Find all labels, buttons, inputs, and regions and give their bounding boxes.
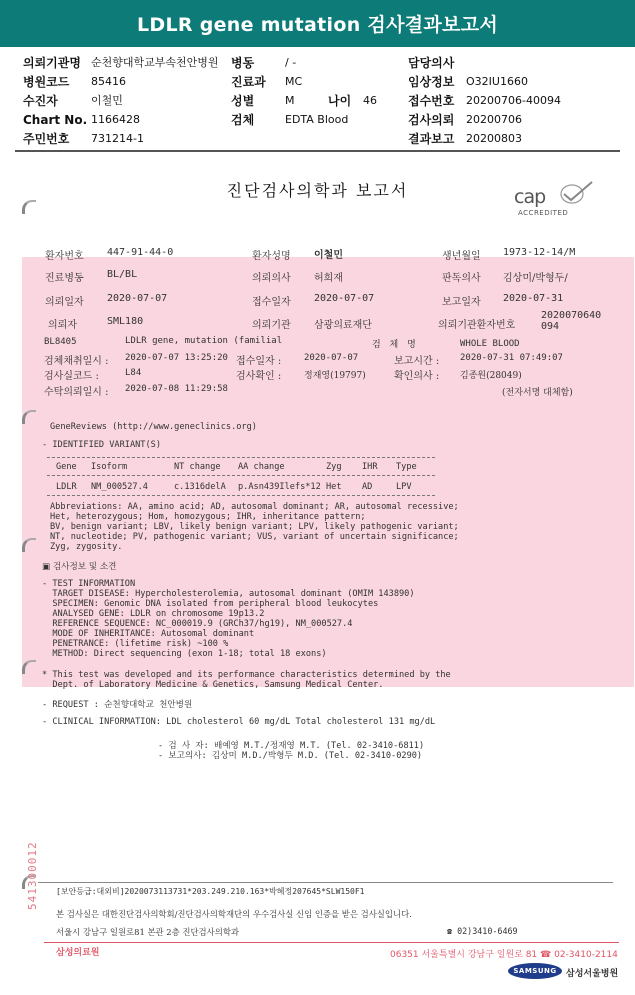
doctor-value: 허희재 <box>314 273 343 284</box>
variant-cell-type: LPV <box>396 482 412 492</box>
info-value: MC <box>285 75 303 88</box>
clinical-info-line: - CLINICAL INFORMATION: LDL cholesterol 60 mg/dL Total cholesterol 131 mg/dL <box>42 717 436 727</box>
identified-variants-heading: - IDENTIFIED VARIANT(S) <box>42 440 161 450</box>
report-banner-title: LDLR gene mutation 검사결과보고서 <box>0 0 635 47</box>
cap-accredited-logo <box>514 186 598 226</box>
staff-line: - 보고의사: 김상미 M.D./박형두 M.D. (Tel. 02-3410-0290) <box>158 751 423 761</box>
report-time-value: 2020-07-31 07:49:07 <box>460 353 563 363</box>
variant-cell-aa: p.Asn439Ilefs*12 <box>238 482 321 492</box>
info-label: 수진자 <box>23 94 58 108</box>
collect-time-value: 2020-07-07 13:25:20 <box>125 353 228 363</box>
info-label: 검사의뢰 <box>408 113 455 127</box>
info-value: 이철민 <box>91 94 123 107</box>
request-line: - REQUEST : 순천향대학교 천안병원 <box>42 700 193 710</box>
report-time-label: 보고시간 : <box>394 356 440 367</box>
confirm-label: 검사확인 : <box>236 371 282 382</box>
lab-code-value: L84 <box>125 368 142 378</box>
genereviews-link: GeneReviews (http://www.geneclinics.org) <box>50 422 257 432</box>
variant-header-isoform: Isoform <box>91 462 128 472</box>
footer-org: 삼성의료원 <box>56 948 100 958</box>
test-code: BL8405 <box>44 337 77 347</box>
patient-no-value: 447-91-44-0 <box>107 247 174 258</box>
info-label: 결과보고 <box>408 132 455 146</box>
esign-note: (전자서명 대체함) <box>502 388 573 398</box>
receive-date-value: 2020-07-07 <box>314 293 375 304</box>
report-title: 진단검사의학과 보고서 <box>226 181 409 200</box>
dob-value: 1973-12-14/M <box>503 247 576 258</box>
security-line: [보안등급:대외비]2020073113731*203.249.210.163*박혜정207645*SLW150F1 <box>56 887 365 896</box>
variant-header-nt: NT change <box>174 462 221 472</box>
report-date-label: 보고일자 <box>442 297 481 308</box>
collect-time-label: 검체채취일시 : <box>44 356 109 367</box>
test-info-line: MODE OF INHERITANCE: Autosomal dominant <box>42 629 255 639</box>
cap-check-icon <box>554 180 596 206</box>
info-value: O32IU1660 <box>466 75 528 88</box>
variant-header-type: Type <box>396 462 417 472</box>
hospital-name: 삼성서울병원 <box>566 969 619 979</box>
request-org-patient-label: 의뢰기관환자번호 <box>438 320 516 331</box>
test-info-line: METHOD: Direct sequencing (exon 1-18; total 18 exons) <box>42 649 327 659</box>
variant-header-ihr: IHR <box>362 462 378 472</box>
patient-name-label: 환자성명 <box>252 251 291 262</box>
variant-header-gene: Gene <box>56 462 77 472</box>
punch-hole <box>22 200 36 214</box>
abbreviation-line: Abbreviations: AA, amino acid; AD, autosomal dominant; AR, autosomal recessive; <box>50 502 459 512</box>
test-info-section-title: ▣ 검사정보 및 소견 <box>42 562 117 572</box>
variant-cell-isoform: NM_000527.4 <box>91 482 148 492</box>
punch-hole <box>22 660 36 674</box>
test-info-line: - TEST INFORMATION <box>42 579 136 589</box>
confirm-value: 정재영(19797) <box>304 371 366 381</box>
samsung-logo: SAMSUNG <box>508 963 562 979</box>
punch-hole <box>22 538 36 552</box>
specimen-label: 검 체 명 <box>372 340 419 350</box>
patient-name-value: 이철민 <box>314 250 343 261</box>
info-label: 담당의사 <box>408 56 455 70</box>
info-label: 접수번호 <box>408 94 455 108</box>
variant-cell-ihr: AD <box>362 482 373 492</box>
staff-line: - 검 사 자: 배예영 M.T./정재영 M.T. (Tel. 02-3410-6811) <box>158 741 425 751</box>
dev-note-line: Dept. of Laboratory Medicine & Genetics, Samsung Medical Center. <box>42 680 384 690</box>
request-date-label: 의뢰일자 <box>45 297 84 308</box>
punch-hole <box>22 410 36 424</box>
receive2-value: 2020-07-07 <box>304 353 359 363</box>
info-value: 20200706 <box>466 113 522 126</box>
receive-date-label: 접수일자 <box>252 297 291 308</box>
footer-address: 06351 서울특별시 강남구 일원로 81 ☎ 02-3410-2114 <box>390 950 618 960</box>
test-info-line: ANALYSED GENE: LDLR on chromosome 19p13.2 <box>42 609 265 619</box>
abbreviation-line: NT, nucleotide; PV, pathogenic variant; VUS, variant of uncertain significance; <box>50 532 459 542</box>
test-info-line: SPECIMEN: Genomic DNA isolated from peripheral blood leukocytes <box>42 599 379 609</box>
info-row <box>23 73 618 91</box>
abbreviation-line: BV, benign variant; LBV, likely benign variant; LPV, likely pathogenic variant; <box>50 522 459 532</box>
ward-value: BL/BL <box>107 269 138 280</box>
lab-code-label: 검사실코드 : <box>44 371 99 382</box>
lab-address-line: 서울시 강남구 일원로81 본관 2층 진단검사의학과 <box>56 927 240 937</box>
variant-header-aa: AA change <box>238 462 285 472</box>
info-value: 46 <box>363 94 377 107</box>
variant-cell-zyg: Het <box>326 482 342 492</box>
test-info-line: REFERENCE SEQUENCE: NC_000019.9 (GRCh37/hg19), NM_000527.4 <box>42 619 353 629</box>
info-row <box>23 54 618 72</box>
confirm-doctor-value: 김종원(28049) <box>460 371 522 381</box>
info-value: 20200706-40094 <box>466 94 561 107</box>
reader-value: 김상미/박형두/ <box>503 273 568 284</box>
info-value: EDTA Blood <box>285 113 349 126</box>
vertical-serial-number: 541300012 <box>26 841 39 910</box>
info-label: 진료과 <box>231 75 266 89</box>
test-info-line: PENETRANCE: (lifetime risk) ~100 % <box>42 639 229 649</box>
table-divider <box>47 495 435 496</box>
info-label: 성별 <box>231 94 255 108</box>
cap-accredited-text: ACCREDITED <box>518 209 569 217</box>
patient-no-label: 환자번호 <box>45 251 84 262</box>
ward-label: 진료병동 <box>45 273 84 284</box>
request-org-patient-value: 2020070640094 <box>541 310 602 332</box>
info-label: 병동 <box>231 56 255 70</box>
variant-cell-nt: c.1316delA <box>174 482 226 492</box>
info-label: Chart No. <box>23 113 88 127</box>
info-value: 1166428 <box>91 113 140 126</box>
requester-label: 의뢰자 <box>48 320 77 331</box>
info-row <box>23 92 618 110</box>
dob-label: 생년월일 <box>442 251 481 262</box>
confirm-doctor-label: 확인의사 : <box>394 371 440 382</box>
abbreviation-line: Zyg, zygosity. <box>50 542 123 552</box>
info-label: 주민번호 <box>23 132 70 146</box>
doctor-label: 의뢰의사 <box>252 273 291 284</box>
footer-divider <box>38 882 613 883</box>
dev-note-line: * This test was developed and its performance characteristics determined by the <box>42 670 451 680</box>
info-label: 검체 <box>231 113 255 127</box>
request-date-value: 2020-07-07 <box>107 293 168 304</box>
info-label: 병원코드 <box>23 75 70 89</box>
request-org-value: 삼광의료재단 <box>314 320 372 331</box>
info-value: 85416 <box>91 75 126 88</box>
requester-value: SML180 <box>107 316 144 327</box>
info-label: 의뢰기관명 <box>23 56 81 70</box>
info-label: 임상정보 <box>408 75 455 89</box>
request-info-panel <box>15 52 620 152</box>
info-value: M <box>285 94 295 107</box>
reader-label: 판독의사 <box>442 273 481 284</box>
receive2-label: 접수일자 : <box>236 356 282 367</box>
test-info-line: TARGET DISEASE: Hypercholesterolemia, autosomal dominant (OMIM 143890) <box>42 589 415 599</box>
certification-line: 본 검사실은 대한진단검사의학회/진단검사의학재단의 우수검사실 신임 인증을 받은 검사실입니다. <box>56 909 412 919</box>
info-row <box>23 130 618 148</box>
test-name: LDLR gene, mutation (familial <box>125 336 283 346</box>
info-value: 20200803 <box>466 132 522 145</box>
footer-red-divider <box>44 942 619 943</box>
info-value: / - <box>285 56 297 69</box>
info-value: 순천향대학교부속천안병원 <box>91 56 219 69</box>
variant-cell-gene: LDLR <box>56 482 77 492</box>
table-divider <box>47 457 435 458</box>
info-value: 731214-1 <box>91 132 144 145</box>
abbreviation-line: Het, heterozygous; Hom, homozygous; IHR, inheritance pattern; <box>50 512 366 522</box>
cap-logo-text: cap <box>514 186 546 208</box>
info-row <box>23 111 618 129</box>
outsource-time-value: 2020-07-08 11:29:58 <box>125 384 228 394</box>
outsource-time-label: 수탁의뢰일시 : <box>44 387 109 398</box>
info-label: 나이 <box>328 94 352 108</box>
request-org-label: 의뢰기관 <box>252 320 291 331</box>
specimen-value: WHOLE BLOOD <box>460 339 520 349</box>
variant-header-zyg: Zyg <box>326 462 342 472</box>
lab-phone-line: ☎ 02)3410-6469 <box>447 926 518 936</box>
report-date-value: 2020-07-31 <box>503 293 564 304</box>
table-divider <box>47 475 435 476</box>
